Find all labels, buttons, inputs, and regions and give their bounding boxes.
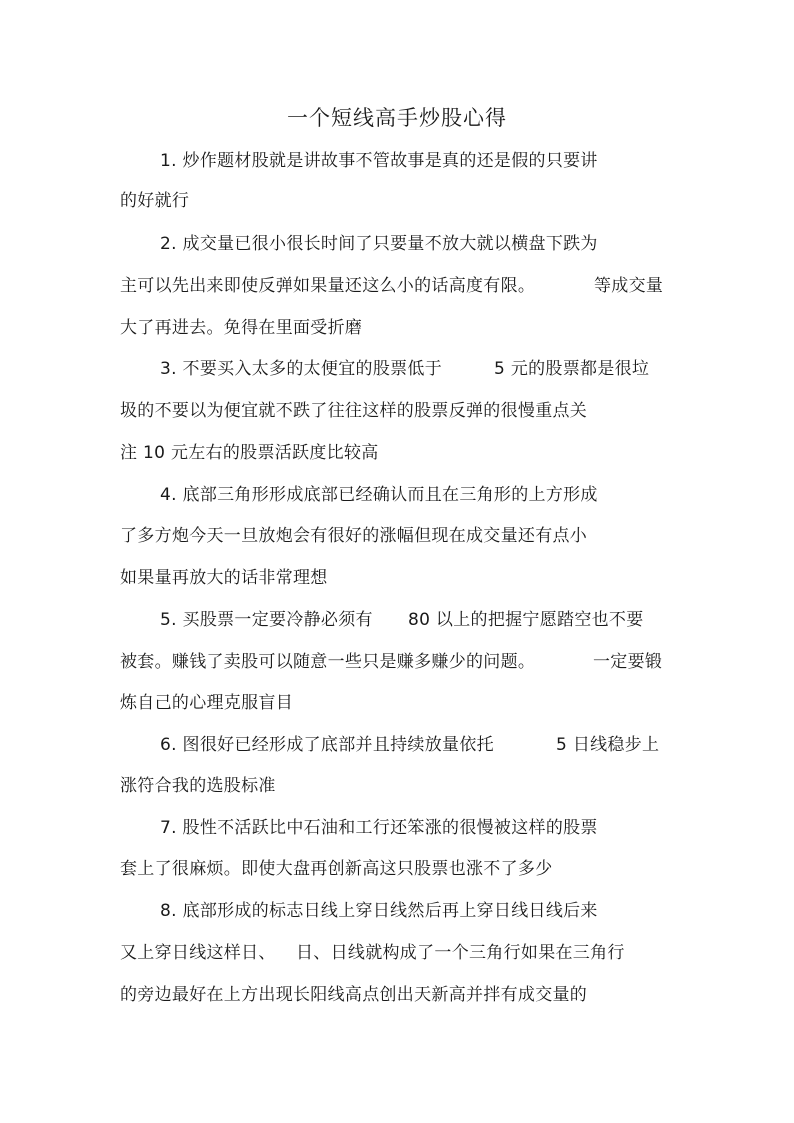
paragraph-6-line-2: 涨符合我的选股标准 [120, 776, 276, 796]
paragraph-5-line-1a: 5. 买股票一定要冷静必须有 [160, 610, 373, 630]
paragraph-3-line-3: 注 10 元左右的股票活跃度比较高 [120, 443, 379, 463]
paragraph-8-line-2a: 又上穿日线这样日、 [120, 943, 276, 963]
paragraph-5-line-2b: 一定要锻 [593, 652, 663, 672]
paragraph-5-line-3: 炼自己的心理克服盲目 [120, 693, 293, 713]
paragraph-6-line-1a: 6. 图很好已经形成了底部并且持续放量依托 [160, 735, 494, 755]
paragraph-7-line-2: 套上了很麻烦。即使大盘再创新高这只股票也涨不了多少 [120, 859, 553, 879]
paragraph-2-line-2a: 主可以先出来即使反弹如果量还这么小的话高度有限。 [120, 276, 536, 296]
paragraph-3-line-2: 圾的不要以为便宜就不跌了往往这样的股票反弹的很慢重点关 [120, 401, 588, 421]
paragraph-4-line-2: 了多方炮今天一旦放炮会有很好的涨幅但现在成交量还有点小 [120, 526, 588, 546]
paragraph-3-line-1a: 3. 不要买入太多的太便宜的股票低于 [160, 359, 443, 379]
paragraph-6-line-1b: 5 日线稳步上 [556, 735, 660, 755]
paragraph-1-line-2: 的好就行 [120, 191, 190, 211]
paragraph-8-line-3: 的旁边最好在上方出现长阳线高点创出天新高并拌有成交量的 [120, 985, 588, 1005]
paragraph-2-line-2b: 等成交量 [594, 276, 664, 296]
paragraph-5-line-2a: 被套。赚钱了卖股可以随意一些只是赚多赚少的问题。 [120, 652, 536, 672]
paragraph-8-line-2b: 日、日线就构成了一个三角行如果在三角行 [296, 943, 625, 963]
paragraph-8-line-1: 8. 底部形成的标志日线上穿日线然后再上穿日线日线后来 [160, 901, 598, 921]
paragraph-1-line-1: 1. 炒作题材股就是讲故事不管故事是真的还是假的只要讲 [160, 151, 598, 171]
paragraph-2-line-3: 大了再进去。免得在里面受折磨 [120, 318, 363, 338]
paragraph-2-line-1: 2. 成交量已很小很长时间了只要量不放大就以横盘下跌为 [160, 234, 598, 254]
paragraph-3-line-1b: 5 元的股票都是很垃 [494, 359, 650, 379]
paragraph-4-line-3: 如果量再放大的话非常理想 [120, 568, 328, 588]
document-title: 一个短线高手炒股心得 [287, 106, 507, 130]
paragraph-7-line-1: 7. 股性不活跃比中石油和工行还笨涨的很慢被这样的股票 [160, 818, 598, 838]
paragraph-5-line-1b: 80 以上的把握宁愿踏空也不要 [408, 610, 644, 630]
paragraph-4-line-1: 4. 底部三角形形成底部已经确认而且在三角形的上方形成 [160, 485, 598, 505]
